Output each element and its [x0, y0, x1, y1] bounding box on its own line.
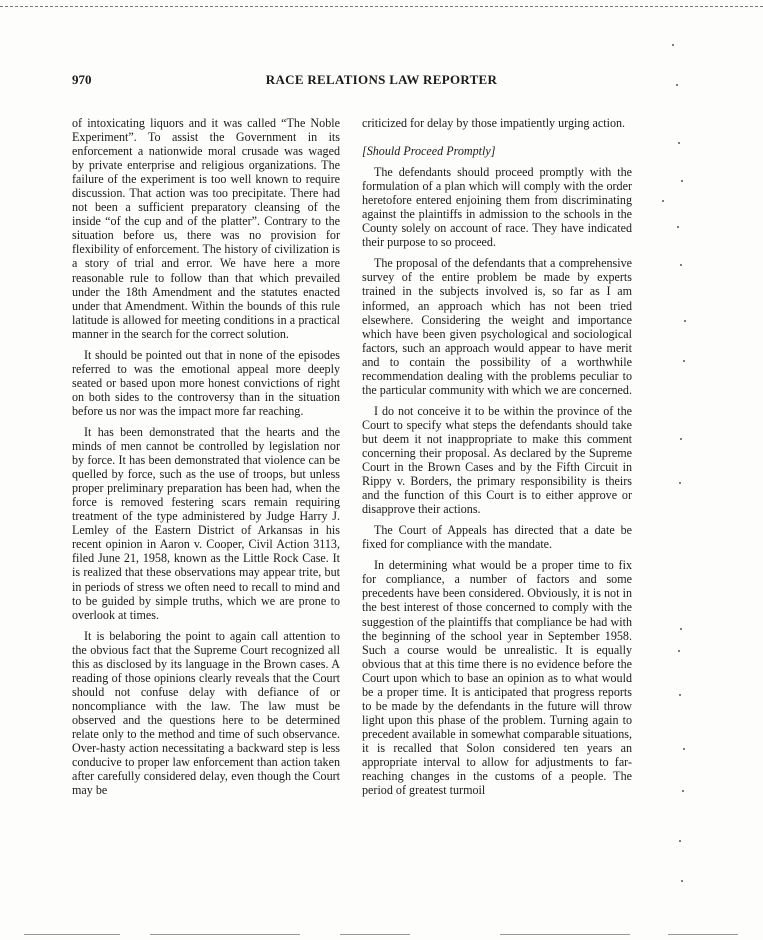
scan-speck [682, 790, 684, 792]
right-paragraph-4: The Court of Appeals has directed that a date be fixed for compliance with the mandate. [362, 523, 632, 552]
left-paragraph-3: It has been demonstrated that the hearts and the minds of men cannot be controlled by legislation nor by force. It has been demonstrated that violence can be quelled by force, such as the use of troops, but unless proper preliminary preparation has been had, when the force is removed festering scars remain requiring treatment of the type administered by Judge Harry J. Lemley of the Eastern District of Arkansas in his recent opinion in Aaron v. Cooper, Civil Action 3113, filed June 21, 1958, known as the Little Rock Case. It is realized that these observations may appear trite, but in periods of stress we often need to recall to mind and to be guided by simple truths, which we are prone to overlook at times. [72, 424, 340, 622]
scan-speck [680, 628, 682, 630]
right-paragraph-5: In determining what would be a proper time to fix for compliance, a number of factors and some precedents have been considered. Obviously, it is not in the best interest of those concerned to comply with the suggestion of the plaintiffs that compliance be had with the beginning of the school year in September 1958. Such a course would be unrealistic. It is equally obvious that at this time there is no evidence before the Court upon which to base an opinion as to what would be a proper time. It is anticipated that progress reports to be made by the defendants in the future will throw light upon this phase of the problem. Turning again to precedent available in somewhat comparable situations, it is recalled that Solon considered ten years an appropriate interval to allow for adjustments to far-reaching changes in the customs of a people. The period of greatest turmoil [362, 558, 632, 798]
scan-speck [676, 84, 678, 86]
bottom-scan-rule [500, 934, 630, 935]
scan-speck [681, 180, 683, 182]
scan-speck [683, 748, 685, 750]
right-continuation: criticized for delay by those impatiently urging action. [362, 116, 626, 130]
scan-speck [678, 142, 680, 144]
scan-speck [680, 264, 682, 266]
scan-speck [683, 360, 685, 362]
left-paragraph-1: of intoxicating liquors and it was called “The Noble Experiment”. To assist the Government in its enforcement a nationwide moral crusade was waged by private enterprise and religious organizations. The failure of the experiment is too well known to require discussion. That action was too precipitate. There had not been a sufficient preparatory cleansing of the inside “of the cup and of the platter”. Contrary to the situation before us, there was no provision for flexibility of enforcement. The history of civilization is a story of trial and error. We have here a more reasonable rule to follow than that which prevailed under the 18th Amendment and the statutes enacted under that Amendment. Within the bounds of this rule latitude is allowed for meeting conditions in a practical manner in the search for the correct solution. [72, 116, 340, 341]
bottom-scan-rule [150, 934, 300, 935]
left-paragraph-4: It is belaboring the point to again call attention to the obvious fact that the Supreme Court recognized all this as disclosed by its language in the Brown cases. A reading of those opinions clearly reveals that the Court should not confuse delay with defiance of or noncompliance with the law. The law must be observed and the questions here to be determined relate only to the method and time of such observance. Over-hasty action necessitating a backward step is less conducive to proper law enforcement than action taken after carefully considered delay, even though the Court may be [72, 628, 340, 798]
right-paragraph-2: The proposal of the defendants that a comprehensive survey of the entire problem be made by experts trained in the subjects involved is, so far as I am informed, an approach which has not been tried elsewhere. Considering the weight and importance which have been given psychological and sociological factors, such an approach would appear to have merit and to contain the possibility of a worthwhile recommendation dealing with the problems peculiar to the particular community with which we are concerned. [362, 256, 632, 397]
left-paragraph-2: It should be pointed out that in none of the episodes referred to was the emotional appeal more deeply seated or based upon more honest convictions of right on both sides to the controversy than in the situation before us nor was the impact more far reaching. [72, 347, 340, 418]
top-dashed-rule [0, 6, 763, 7]
scan-speck [679, 482, 681, 484]
scan-speck [681, 880, 683, 882]
right-column [362, 116, 632, 804]
bottom-scan-rule [668, 934, 738, 935]
scan-speck [680, 438, 682, 440]
right-paragraph-3: I do not conceive it to be within the province of the Court to specify what steps the defendants should take but deem it not inappropriate to make this comment concerning their proposal. As declared by the Supreme Court in the Brown Cases and by the Fifth Circuit in Rippy v. Borders, the primary responsibility is theirs and the function of this Court is to either approve or disapprove their actions. [362, 403, 632, 517]
section-heading: [Should Proceed Promptly] [362, 144, 496, 159]
scan-speck [678, 650, 680, 652]
running-head: RACE RELATIONS LAW REPORTER [265, 72, 498, 87]
scan-speck [662, 200, 664, 202]
scan-speck [684, 320, 686, 322]
scan-speck [679, 694, 681, 696]
bottom-scan-rule [340, 934, 410, 935]
scan-speck [679, 840, 681, 842]
left-column [72, 116, 340, 804]
page-number: 970 [72, 72, 92, 87]
scan-speck [672, 44, 674, 46]
bottom-scan-rule [24, 934, 120, 935]
right-paragraph-1: The defendants should proceed promptly with the formulation of a plan which will comply with the order heretofore entered enjoining them from discriminating against the plaintiffs in admission to the schools in the County solely on account of race. They have indicated their purpose to so proceed. [362, 165, 632, 250]
scan-speck [677, 226, 679, 228]
